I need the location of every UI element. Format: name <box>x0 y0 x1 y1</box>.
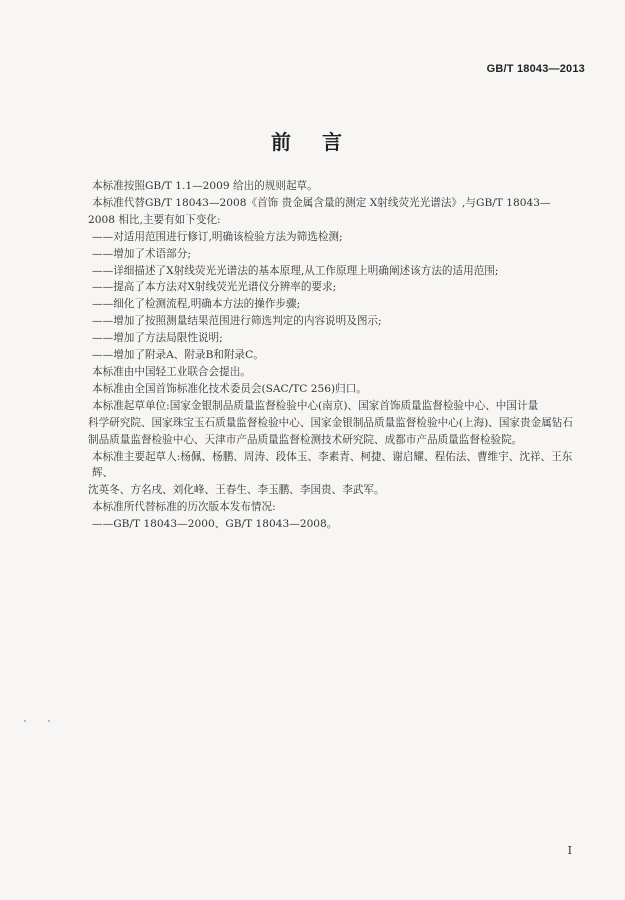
paragraph-replaces-line1: 本标准代替GB/T 18043—2008《首饰 贵金属含量的测定 X射线荧光光谱法》,与GB/T 18043— <box>92 196 551 209</box>
page-title: 前 言 <box>271 130 354 154</box>
paragraph-drafters <box>88 449 592 500</box>
change-item: ——对适用范围进行修订,明确该检验方法为筛选检测; <box>92 230 343 243</box>
paragraph-replaces-line2: 2008 相比,主要有如下变化: <box>88 213 221 226</box>
change-item: ——增加了附录A、附录B和附录C。 <box>92 349 264 362</box>
change-item: ——增加了按照测量结果范围进行筛选判定的内容说明及图示; <box>92 315 382 328</box>
scan-speck <box>48 720 50 722</box>
paragraph-history: 本标准所代替标准的历次版本发布情况: <box>92 501 276 514</box>
paragraph-drafting-units <box>88 398 592 449</box>
paragraph-drafting-units-line1: 本标准起草单位:国家金银制品质量监督检验中心(南京)、国家首饰质量监督检验中心、中国计量 <box>92 399 539 412</box>
foreword-body <box>88 178 592 533</box>
paragraph-drafting-units-line2: 科学研究院、国家珠宝玉石质量监督检验中心、国家金银制品质量监督检验中心(上海)、国家贵金属钻石 <box>88 416 573 429</box>
paragraph-proposed-by: 本标准由中国轻工业联合会提出。 <box>92 365 251 378</box>
change-item: ——提高了本方法对X射线荧光光谱仪分辨率的要求; <box>92 281 337 294</box>
change-item: ——增加了术语部分; <box>92 247 191 260</box>
paragraph-under-jurisdiction: 本标准由全国首饰标准化技术委员会(SAC/TC 256)归口。 <box>92 382 367 395</box>
paragraph-drafting-units-line3: 制品质量监督检验中心、天津市产品质量监督检测技术研究院、成都市产品质量监督检验院。 <box>88 433 523 446</box>
scan-speck <box>24 720 26 722</box>
change-item: ——增加了方法局限性说明; <box>92 332 223 345</box>
page-number: I <box>567 844 572 857</box>
standard-code: GB/T 18043—2013 <box>486 63 585 75</box>
paragraph-replaces <box>88 195 592 229</box>
change-item: ——详细描述了X射线荧光光谱法的基本原理,从工作原理上明确阐述该方法的适用范围; <box>92 264 499 277</box>
paragraph-drafting-rules: 本标准按照GB/T 1.1—2009 给出的规则起草。 <box>92 180 318 192</box>
change-item: ——细化了检测流程,明确本方法的操作步骤; <box>92 298 301 311</box>
history-item: ——GB/T 18043—2000、GB/T 18043—2008。 <box>92 518 338 531</box>
paragraph-drafters-line1: 本标准主要起草人:杨佩、杨鹏、周涛、段体玉、李素青、柯捷、谢启耀、程佑法、曹维宇、沈祥、王东辉、 <box>92 450 573 480</box>
paragraph-drafters-line2: 沈英冬、方名戌、刘化峰、王春生、李玉鹏、李国贵、李武军。 <box>88 484 385 497</box>
